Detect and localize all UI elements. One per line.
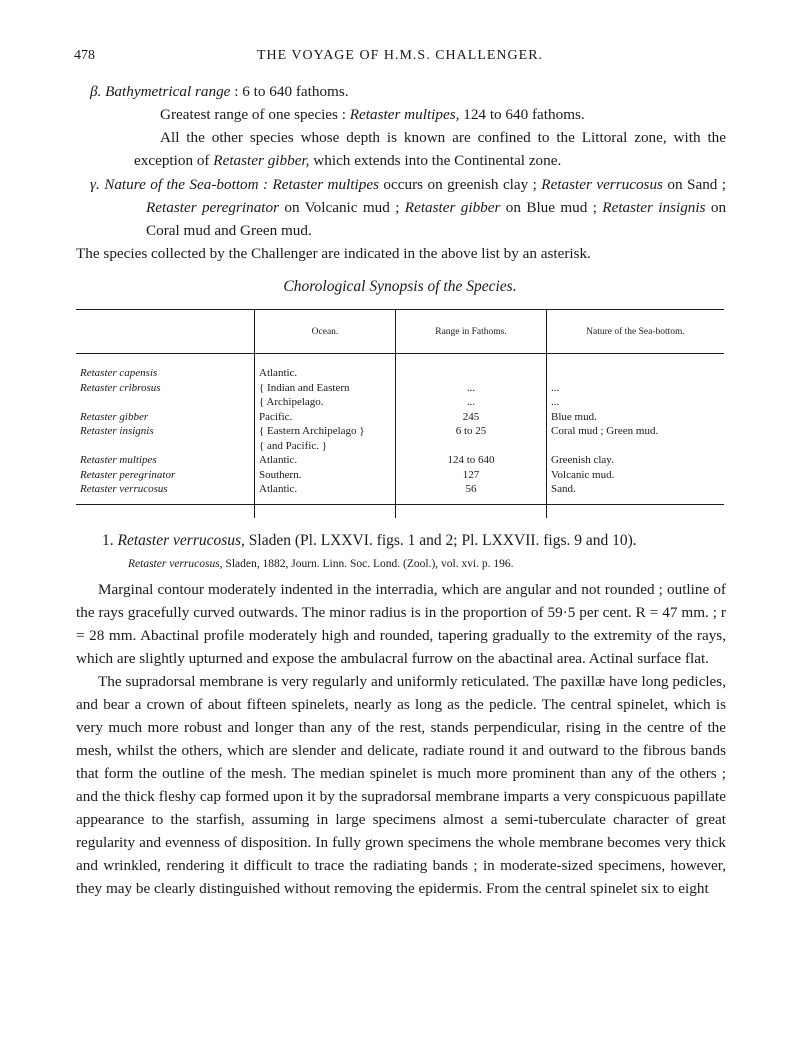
table-row [76, 454, 724, 469]
synopsis-header-row [76, 310, 724, 354]
sea-bottom-label: γ. Nature of the Sea-bottom : [90, 176, 269, 193]
table-row [76, 425, 724, 440]
range-cell: 124 to 640 [396, 454, 547, 469]
ocean-cell: Atlantic. [255, 483, 396, 518]
other-species-paragraph: All the other species whose depth is known are confined to the Littoral zone, with the exception of Retaster gibber, which extends into the Continental zone. [134, 129, 726, 169]
table-row [76, 396, 724, 411]
range-cell: ... [396, 396, 547, 411]
ocean-cell: Atlantic. [255, 354, 396, 382]
range-cell: ... [396, 382, 547, 397]
species-cell: Retaster peregrinator [80, 468, 176, 481]
bathymetrical-section [76, 80, 726, 172]
running-title: THE VOYAGE OF H.M.S. CHALLENGER. [256, 48, 544, 63]
ocean-cell: { Eastern Archipelago } [255, 425, 396, 440]
synopsis-header-species [76, 310, 255, 354]
sea-bottom-section [76, 173, 726, 265]
ocean-cell: Atlantic. [255, 454, 396, 469]
body-text [76, 578, 726, 900]
table-bottom-rule [76, 504, 724, 505]
table-row [76, 354, 724, 382]
bottom-cell: ... [547, 396, 725, 411]
species-cell: Retaster multipes [80, 454, 157, 466]
synopsis-header-bottom: Nature of the Sea-bottom. [547, 310, 725, 354]
bottom-cell [547, 440, 725, 455]
species-cell: Retaster gibber [80, 410, 149, 423]
table-row [76, 483, 724, 518]
range-cell: 127 [396, 469, 547, 484]
bottom-cell: ... [547, 382, 725, 397]
species-cell: Retaster insignis [80, 425, 154, 437]
bottom-cell: Coral mud ; Green mud. [547, 425, 725, 440]
ocean-cell: { Indian and Eastern [255, 382, 396, 397]
bottom-cell: Greenish clay. [547, 454, 725, 469]
section-number: 1. [102, 532, 114, 549]
synopsis-header-range: Range in Fathoms. [396, 310, 547, 354]
ocean-cell: Pacific. [255, 411, 396, 426]
paragraph-marginal-contour: Marginal contour moderately indented in the interradia, which are angular and not rounded ; outline of the rays gracefully curved outwards. The minor radius is in the proportion of 59·5 per cent. R = 47 mm. ; r = 28 mm. Abactinal profile moderately high and rounded, tapering gradually to the extremity of the rays, which are slightly upturned and expose the ambulacral furrow on the abactinal area. Actinal surface flat. [76, 581, 726, 667]
bottom-cell [547, 354, 725, 382]
range-cell [396, 354, 547, 382]
paragraph-supradorsal-membrane: The supradorsal membrane is very regularly and uniformly reticulated. The paxillæ have long pedicles, and bear a crown of about fifteen spinelets, nearly as long as the pedicle. The central spinelet, which is very much more robust and longer than any of the rest, stands perpendicular, rising in the centre of the mesh, whilst the others, which are slender and delicate, radiate round it and outward to the fibrous bands that form the outline of the mesh. The median spinelet is much more prominent than any of the others ; and the thick fleshy cap formed upon it by the supradorsal membrane imparts a very conspicuous papillate appearance to the starfish, assuming in large specimens almost a semi-tuberculate character of great regularity and evenness of disposition. In fully grown specimens the whole membrane becomes very thick and wrinkled, rendering it difficult to trace the radiating bands ; in moderate-sized specimens, however, they may be clearly distinguished without removing the epidermis. From the central spinelet six to eight [76, 673, 726, 897]
synopsis-header-ocean: Ocean. [255, 310, 396, 354]
section-reference: Retaster verrucosus, Sladen, 1882, Journ. Linn. Soc. Lond. (Zool.), vol. xvi. p. 196. [128, 558, 514, 570]
bottom-cell: Volcanic mud. [547, 469, 725, 484]
greatest-range-line: Greatest range of one species : Retaster multipes, 124 to 640 fathoms. [160, 106, 585, 123]
running-header [74, 48, 726, 70]
table-row [76, 411, 724, 426]
range-cell [396, 440, 547, 455]
table-row [76, 440, 724, 455]
section-plates: Sladen (Pl. LXXVI. figs. 1 and 2; Pl. LXXVII. figs. 9 and 10). [248, 532, 637, 549]
table-row [76, 469, 724, 484]
bottom-cell: Blue mud. [547, 411, 725, 426]
synopsis-title: Chorological Synopsis of the Species. [283, 278, 517, 295]
species-cell: Retaster capensis [80, 367, 158, 379]
synopsis-table [76, 309, 724, 518]
sea-bottom-paragraph: γ. Nature of the Sea-bottom : Retaster multipes occurs on greenish clay ; Retaster verrucosus on Sand ; Retaster peregrinator on Volcanic mud ; Retaster gibber on Blue mud ; Retaster insignis on Coral mud and Green mud. [90, 176, 727, 239]
species-cell: Retaster cribrosus [80, 381, 161, 394]
ocean-cell: { and Pacific. } [255, 440, 396, 455]
range-cell: 6 to 25 [396, 425, 547, 440]
ocean-cell: { Archipelago. [255, 396, 396, 411]
section-heading [76, 530, 726, 552]
asterisk-note: The species collected by the Challenger are indicated in the above list by an asterisk. [76, 245, 591, 262]
page-number: 478 [74, 48, 95, 63]
species-cell: Retaster verrucosus [80, 483, 168, 495]
table-row [76, 382, 724, 397]
bathymetrical-line: β. Bathymetrical range : 6 to 640 fathoms. [90, 83, 349, 100]
range-cell: 56 [396, 483, 547, 518]
bathymetrical-label: β. Bathymetrical range [90, 83, 231, 100]
ocean-cell: Southern. [255, 469, 396, 484]
section-species: Retaster verrucosus, [117, 532, 245, 549]
bottom-cell: Sand. [547, 483, 725, 518]
range-cell: 245 [396, 411, 547, 426]
